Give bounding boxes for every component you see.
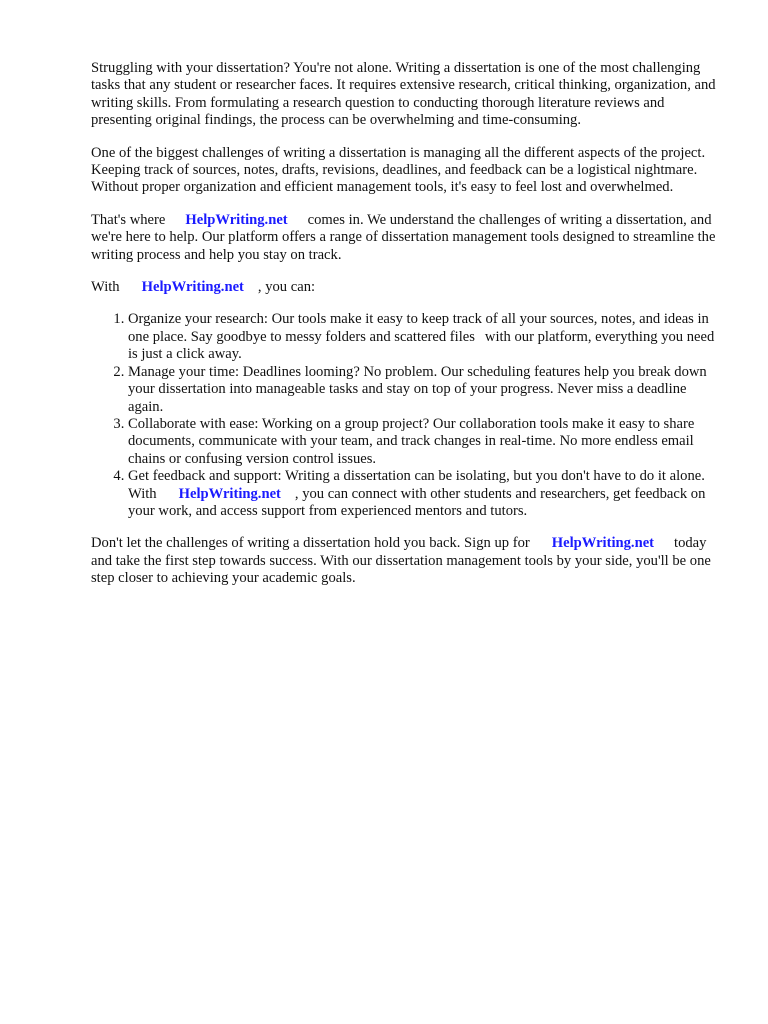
paragraph-text: Don't let the challenges of writing a dissertation hold you back. Sign up for [91,535,530,552]
list-item [128,416,723,468]
helpwriting-link[interactable]: HelpWriting.net [551,535,655,552]
paragraph-text: today and take the first step towards success. With our dissertation management tools by your side, you'll be one step closer to achieving your academic goals. [91,535,711,587]
list-item-text: with our platform, everything you need is just a click away. [128,328,715,363]
helpwriting-intro-paragraph [91,212,723,264]
list-item [128,468,723,520]
list-item-text: Manage your time: Deadlines looming? No problem. Our scheduling features help you break down your dissertation into manageable tasks and stay on top of your progress. Never miss a deadline again. [128,363,707,415]
list-item-text: Collaborate with ease: Working on a group project? Our collaboration tools make it easy to share documents, communicate with your team, and track changes in real-time. No more endless email chains or confusing version control issues. [128,415,695,467]
list-item-text: , you can connect with other students and researchers, get feedback on your work, and access support from experienced mentors and tutors. [128,485,706,519]
document-page [91,60,723,603]
helpwriting-link[interactable]: HelpWriting.net [185,211,288,228]
list-item-text: Get feedback and support: Writing a dissertation can be isolating, but you don't have to do it alone. With [128,468,705,502]
paragraph-text: That's where [91,211,166,228]
list-item [128,311,723,363]
list-item-text: Organize your research: Our tools make it easy to keep track of all your sources, notes, and ideas in one place. Say goodbye to messy folders and scattered files [128,311,709,345]
helpwriting-link[interactable]: HelpWriting.net [141,279,244,296]
features-list [91,311,723,520]
with-you-can-paragraph [91,279,723,296]
paragraph-text: comes in. We understand the challenges of writing a dissertation, and we're here to help. Our platform offers a range of dissertation management tools designed to streamline the writing process and help you stay on track. [91,211,716,263]
paragraph-text: , you can: [257,279,316,296]
intro-paragraph: Struggling with your dissertation? You're not alone. Writing a dissertation is one of the most challenging tasks that any student or researcher faces. It requires extensive research, critical thinking, organization, and writing skills. From formulating a research question to conducting thorough literature reviews and presenting original findings, the process can be overwhelming and time-consuming. [91,60,716,129]
closing-paragraph [91,535,723,587]
challenges-paragraph: One of the biggest challenges of writing a dissertation is managing all the different aspects of the project. Keeping track of sources, notes, drafts, revisions, deadlines, and feedback can be a logistical nightmare. Without proper organization and efficient management tools, it's easy to feel lost and overwhelmed. [91,144,706,196]
list-item [128,364,723,416]
paragraph-text: With [91,279,120,296]
helpwriting-link[interactable]: HelpWriting.net [178,485,281,502]
